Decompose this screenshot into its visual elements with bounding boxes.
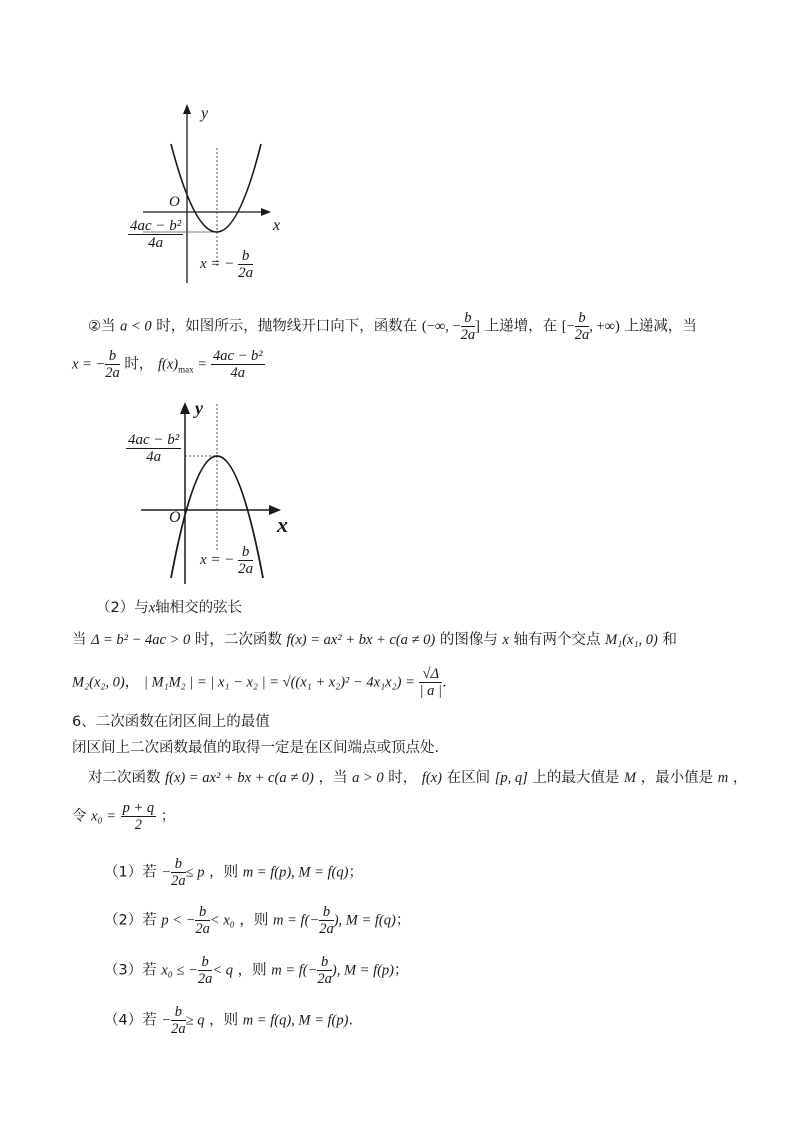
vertex-denominator: 2a <box>238 265 254 281</box>
interval2-den: 2a <box>574 327 590 343</box>
section6-title: 6、二次函数在闭区间上的最值 <box>72 714 270 730</box>
origin-label: O <box>169 509 181 526</box>
interval2-right: , +∞) <box>589 318 620 335</box>
case-1: （1）若 − $\frac{b}{2a}$ ≤ p ，则 m = f(p), M = f(q)； <box>104 856 363 889</box>
section6-intro: 闭区间上二次函数最值的取得一定是在区间端点或顶点处. <box>72 740 440 756</box>
y-axis-label: y <box>201 105 209 122</box>
fmax-den: 4a <box>230 365 246 381</box>
x-axis-label: x <box>273 217 281 234</box>
interval1-right: ] <box>475 318 480 335</box>
case2-text3: 上递减，当 <box>624 318 697 335</box>
vertex-numerator: b <box>238 544 253 561</box>
case2-text1: 时，如图所示，抛物线开口向下，函数在 <box>156 318 418 335</box>
case-2: （2）若 p < − $\frac{b}{2a}$ < x₀ ，则 m = f(− $\frac{b}{2a}$ ), M = f(q)； <box>104 904 411 937</box>
case2-x-lhs: x = − <box>72 356 106 373</box>
case2-prefix: ②当 <box>88 318 116 335</box>
chord-line1: 当 Δ = b² − 4ac > 0 时，二次函数 f(x) = ax² + bx + c(a ≠ 0) 的图像与 x 轴有两个交点 M₁(x₁, 0) 和 <box>72 632 677 648</box>
fmax-label: f(x) <box>157 356 179 373</box>
figure1-vertex-label <box>200 248 253 281</box>
y-axis-label: y <box>195 398 203 418</box>
case2-x-den: 2a <box>105 365 120 381</box>
interval2-num: b <box>575 310 590 327</box>
vertex-lhs: x = − <box>200 551 235 568</box>
case2-paragraph-line1 <box>88 310 697 343</box>
vertex-numerator: b <box>238 248 253 265</box>
min-denominator: 4a <box>148 235 164 251</box>
x-axis-arrow <box>261 208 271 216</box>
interval1-den: 2a <box>460 327 476 343</box>
fmax-num: 4ac − b² <box>213 348 263 364</box>
max-numerator: 4ac − b² <box>128 432 180 448</box>
figure1-min-value-label <box>128 218 183 251</box>
case2-condition: a < 0 <box>120 318 152 335</box>
case2-text2: 上递增，在 <box>484 318 558 335</box>
section6-setup-line: 对二次函数 f(x) = ax² + bx + c(a ≠ 0) ，当 a > 0 时， f(x) 在区间 [p, q] 上的最大值是 M ，最小值是 m ， <box>88 770 748 786</box>
y-axis-arrow <box>180 402 190 414</box>
vertex-denominator: 2a <box>238 561 254 577</box>
interval1-left: (−∞, − <box>421 318 461 335</box>
chord-line2: M₂(x₂, 0)， | M₁M₂ | = | x₁ − x₂ | = √((x₁ + x₂)² − 4x₁x₂) = $\frac{√\Delta}{| a |}$ . <box>72 666 447 699</box>
case-3: （3）若 x₀ ≤ − $\frac{b}{2a}$ < q ，则 m = f(− $\frac{b}{2a}$ ), M = f(p)； <box>104 954 409 987</box>
interval2-left: [− <box>561 318 575 335</box>
min-numerator: 4ac − b² <box>130 218 182 234</box>
origin-label: O <box>169 194 180 210</box>
section6-x0-definition: 令 x₀ = $\frac{p + q}{2}$ ； <box>72 800 176 833</box>
figure2-vertex-label <box>200 544 253 577</box>
chord-heading: （2）与x轴相交的弦长 <box>96 600 243 616</box>
x-axis-label: x <box>277 512 288 537</box>
interval1-num: b <box>461 310 476 327</box>
fmax-subscript: max <box>178 364 194 375</box>
y-axis-arrow <box>183 104 191 114</box>
case2-paragraph-line2 <box>72 348 265 381</box>
fmax-equals: = <box>198 356 207 373</box>
parabola-curve <box>171 144 261 232</box>
case-4: （4）若 − $\frac{b}{2a}$ ≥ q ，则 m = f(q), M = f(p). <box>104 1004 354 1037</box>
case2-shi: 时， <box>124 356 154 373</box>
case2-x-num: b <box>105 348 120 365</box>
vertex-lhs: x = − <box>200 255 235 272</box>
max-denominator: 4a <box>146 449 162 465</box>
figure2-max-value-label <box>126 432 181 465</box>
